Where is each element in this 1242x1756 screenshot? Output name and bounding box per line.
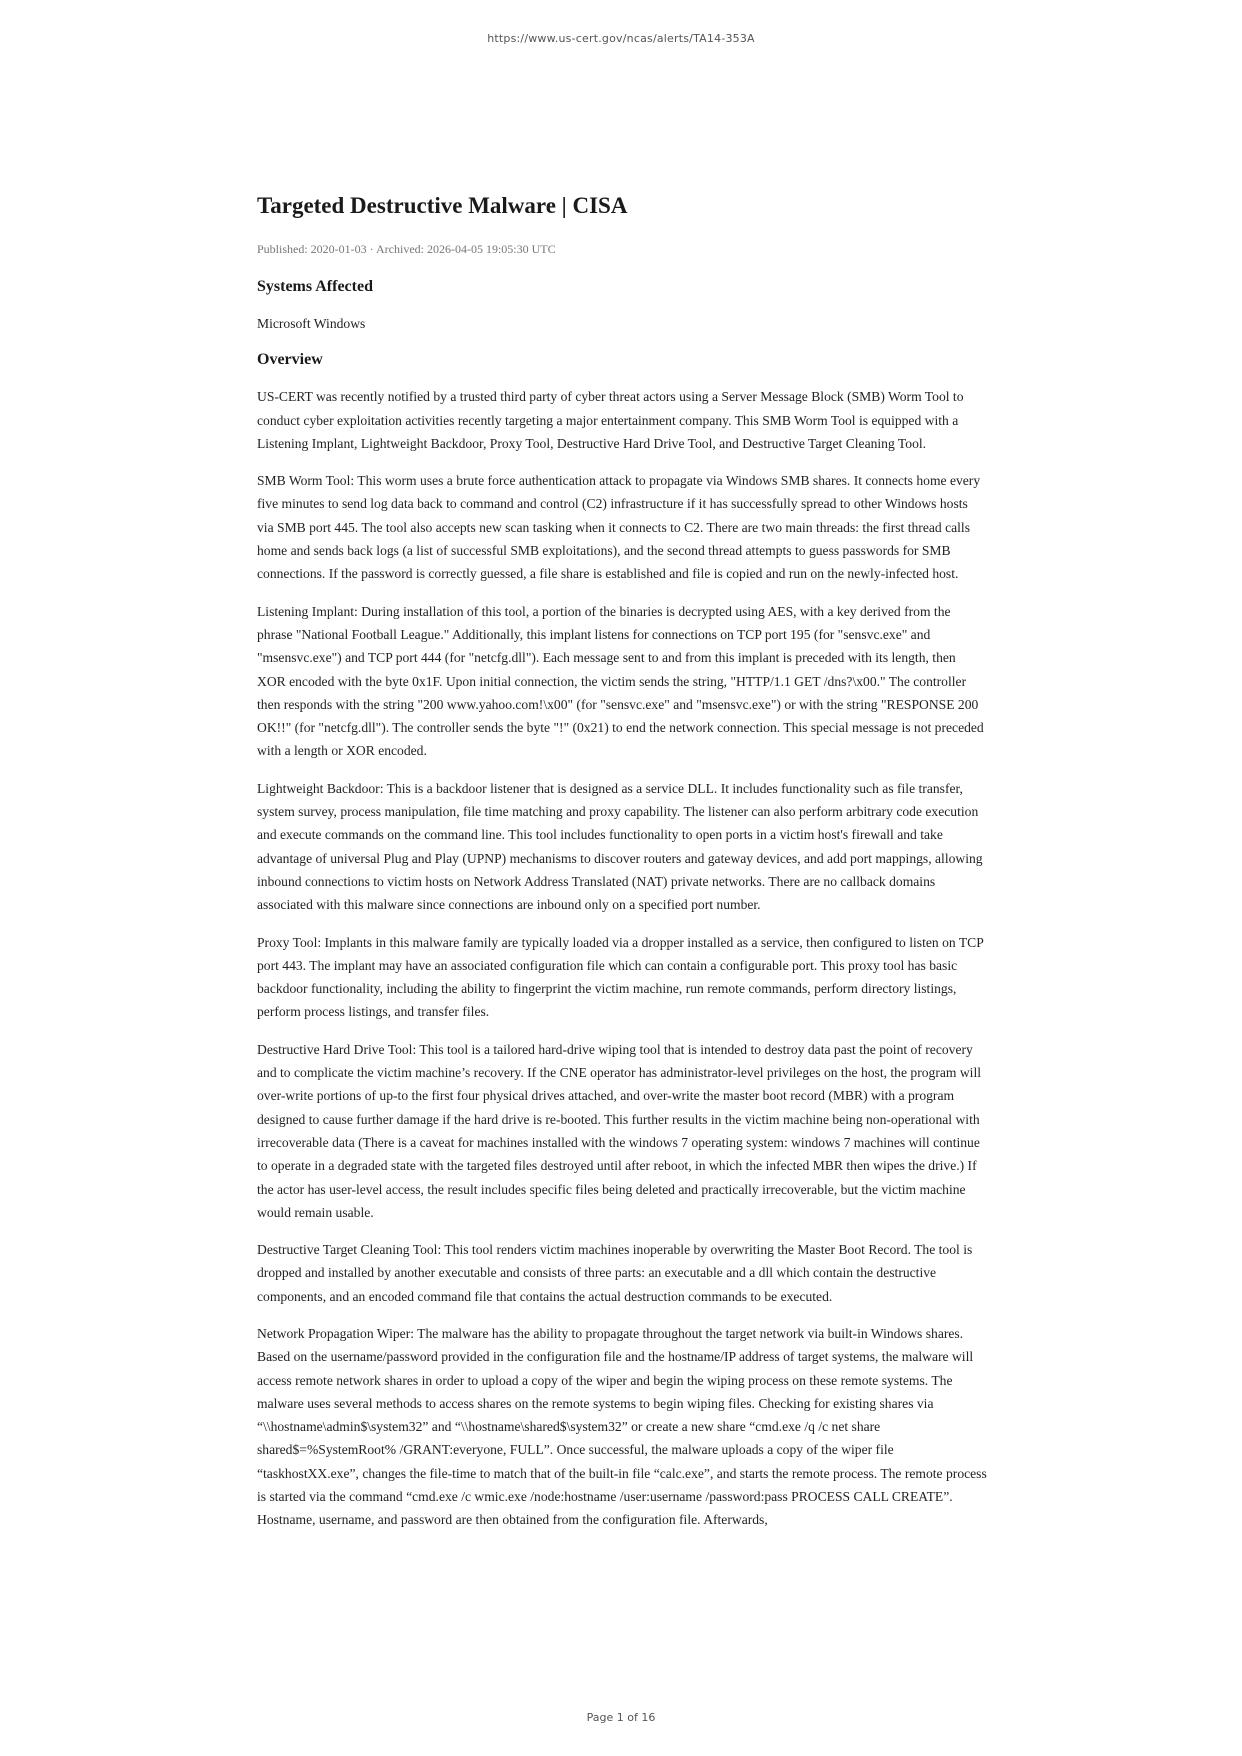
- paragraph-smb-worm-tool: SMB Worm Tool: This worm uses a brute force authentication attack to propagate via Windows SMB shares. It connects home every five minutes to send log data back to command and control (C2) infrastructure if it has successfully spread to other Windows hosts via SMB port 445. The tool also accepts new scan tasking when it connects to C2. There are two main threads: the first thread calls home and sends back logs (a list of successful SMB exploitations), and the second thread attempts to guess passwords for SMB connections. If the password is correctly guessed, a file share is established and file is copied and run on the newly-infected host.: [257, 473, 981, 582]
- paragraph-network-propagation-wiper: Network Propagation Wiper: The malware has the ability to propagate throughout the target network via built-in Windows shares. Based on the username/password provided in the configuration file and the hostname/IP address of target systems, the malware will access remote network shares in order to upload a copy of the wiper and begin the wiping process on these remote systems. The malware uses several methods to access shares on the remote systems to begin wiping files. Checking for existing shares via “\\hostname\admin$\system32” and “\\hostname\shared$\system32” or create a new share “cmd.exe /q /c net share shared$=%SystemRoot% /GRANT:everyone, FULL”. Once successful, the malware uploads a copy of the wiper file “taskhostXX.exe”, changes the file-time to match that of the built-in file “calc.exe”, and starts the remote process. The remote process is started via the command “cmd.exe /c wmic.exe /node:hostname /user:username /password:pass PROCESS CALL CREATE”. Hostname, username, and password are then obtained from the configuration file. Afterwards,: [257, 1325, 987, 1528]
- paragraph-listening-implant: Listening Implant: During installation of this tool, a portion of the binaries is decrypted using AES, with a key derived from the phrase "National Football League." Additionally, this implant listens for connections on TCP port 195 (for "sensvc.exe" and "msensvc.exe") and TCP port 444 (for "netcfg.dll"). Each message sent to and from this implant is preceded with its length, then XOR encoded with the byte 0x1F. Upon initial connection, the victim sends the string, "HTTP/1.1 GET /dns?\x00." The controller then responds with the string "200 www.yahoo.com!\x00" (for "sensvc.exe" and "msensvc.exe") or with the string "RESPONSE 200 OK!!" (for "netcfg.dll"). The controller sends the byte "!" (0x21) to end the network connection. This special message is not preceded with a length or XOR encoded.: [257, 603, 984, 759]
- systems-affected-heading: Systems Affected: [257, 278, 373, 295]
- paragraph-destructive-target-cleaning-tool: Destructive Target Cleaning Tool: This tool renders victim machines inoperable by overwriting the Master Boot Record. The tool is dropped and installed by another executable and consists of three parts: an executable and a dll which contain the destructive components, and an encoded command file that contains the actual destruction commands to be executed.: [257, 1242, 973, 1304]
- systems-affected-text: Microsoft Windows: [257, 316, 366, 331]
- paragraph-intro: US-CERT was recently notified by a trusted third party of cyber threat actors using a Server Message Block (SMB) Worm Tool to conduct cyber exploitation activities recently targeting a major entertainment company. This SMB Worm Tool is equipped with a Listening Implant, Lightweight Backdoor, Proxy Tool, Destructive Hard Drive Tool, and Destructive Target Cleaning Tool.: [257, 389, 964, 451]
- publish-meta: Published: 2020-01-03 · Archived: 2026-04-05 19:05:30 UTC: [257, 242, 556, 256]
- overview-heading: Overview: [257, 351, 323, 369]
- paragraph-proxy-tool: Proxy Tool: Implants in this malware family are typically loaded via a dropper installed as a service, then configured to listen on TCP port 443. The implant may have an associated configuration file which can contain a configurable port. This proxy tool has basic backdoor functionality, including the ability to fingerprint the victim machine, run remote commands, perform directory listings, perform process listings, and transfer files.: [257, 934, 984, 1020]
- page-title: Targeted Destructive Malware | CISA: [257, 193, 628, 218]
- page-url: https://www.us-cert.gov/ncas/alerts/TA14-353A: [487, 32, 755, 45]
- paragraph-lightweight-backdoor: Lightweight Backdoor: This is a backdoor listener that is designed as a service DLL. It includes functionality such as file transfer, system survey, process manipulation, file time matching and proxy capability. The listener can also perform arbitrary code execution and execute commands on the command line. This tool includes functionality to open ports in a victim host's firewall and take advantage of universal Plug and Play (UPNP) mechanisms to discover routers and gateway devices, and add port mappings, allowing inbound connections to victim hosts on Network Address Translated (NAT) private networks. There are no callback domains associated with this malware since connections are inbound only on a specified port number.: [257, 780, 983, 913]
- article: [257, 190, 987, 1546]
- page-number: Page 1 of 16: [586, 1711, 656, 1724]
- paragraph-destructive-hard-drive-tool: Destructive Hard Drive Tool: This tool is a tailored hard-drive wiping tool that is intended to destroy data past the point of recovery and to complicate the victim machine’s recovery. If the CNE operator has administrator-level privileges on the host, the program will over-write portions of up-to the first four physical drives attached, and over-write the master boot record (MBR) with a program designed to cause further damage if the hard drive is re-booted. This further results in the victim machine being non-operational with irrecoverable data (There is a caveat for machines installed with the windows 7 operating system: windows 7 machines will continue to operate in a degraded state with the targeted files destroyed until after reboot, in which the infected MBR then wipes the drive.) If the actor has user-level access, the result includes specific files being deleted and practically irrecoverable, but the victim machine would remain usable.: [257, 1041, 981, 1220]
